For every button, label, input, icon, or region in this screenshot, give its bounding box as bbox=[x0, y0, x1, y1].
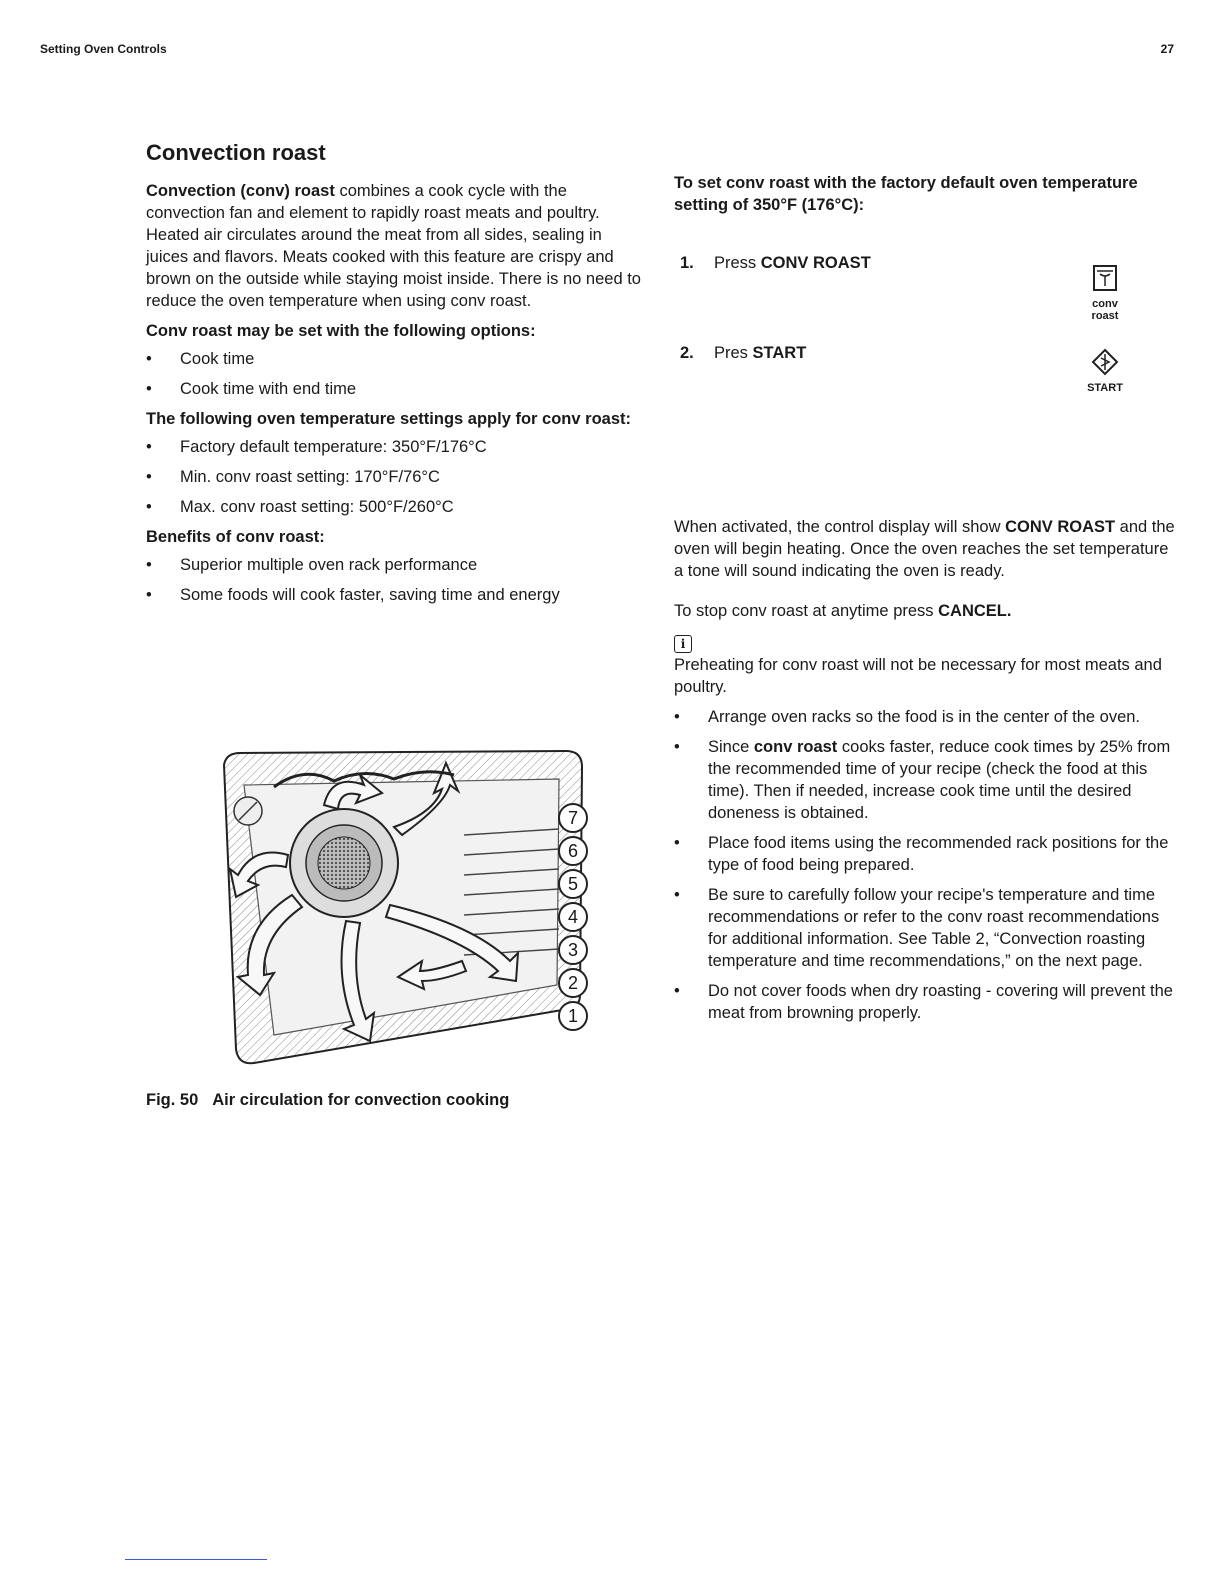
list-item: • Max. conv roast setting: 500°F/260°C bbox=[146, 496, 646, 518]
list-item: • Min. conv roast setting: 170°F/76°C bbox=[146, 466, 646, 488]
intro-text: combines a cook cycle with the convection fan and element to rapidly roast meats and poultry. Heated air circulates around the meat from all sides, sealing in juices and flavors. Meats cooked with this feature are crispy and brown on the outside while staying moist inside. There is no need to reduce the oven temperature when using conv roast. bbox=[146, 182, 641, 310]
section-title: Convection roast bbox=[146, 140, 326, 165]
step-number: 2. bbox=[680, 344, 694, 362]
left-column bbox=[146, 180, 646, 614]
list-item: • Superior multiple oven rack performance bbox=[146, 554, 646, 576]
temps-heading: The following oven temperature settings apply for conv roast: bbox=[146, 410, 631, 428]
control-label: roast bbox=[1091, 310, 1119, 322]
oven-air-circulation-figure bbox=[214, 745, 594, 1075]
step-key: START bbox=[752, 344, 807, 362]
start-icon bbox=[1091, 348, 1119, 376]
conv-roast-icon bbox=[1092, 264, 1118, 292]
tips-list bbox=[674, 706, 1179, 1024]
step-text: Press CONV ROAST bbox=[714, 254, 871, 272]
rack-number-7: 7 bbox=[558, 803, 588, 833]
intro-paragraph bbox=[146, 180, 646, 312]
rack-number-1: 1 bbox=[558, 1001, 588, 1031]
figure-caption bbox=[146, 1091, 509, 1110]
control-label: START bbox=[1087, 382, 1123, 394]
options-heading: Conv roast may be set with the following options: bbox=[146, 322, 536, 340]
control-label: conv bbox=[1092, 298, 1118, 310]
rack-number-2: 2 bbox=[558, 968, 588, 998]
display-key: CONV ROAST bbox=[1005, 518, 1116, 536]
list-item: • Since conv roast cooks faster, reduce cook times by 25% from the recommended time of your recipe (check the food at this time). Then if needed, increase cook time until the desired doneness is obtained. bbox=[674, 736, 1179, 824]
list-item: • Some foods will cook faster, saving time and energy bbox=[146, 584, 646, 606]
running-header-section: Setting Oven Controls bbox=[40, 42, 167, 56]
list-item: • Arrange oven racks so the food is in the center of the oven. bbox=[674, 706, 1179, 728]
steps-list bbox=[674, 252, 1179, 432]
step-text: Pres START bbox=[714, 344, 807, 362]
list-item: • Cook time with end time bbox=[146, 378, 646, 400]
right-column bbox=[674, 172, 1179, 1032]
benefits-heading: Benefits of conv roast: bbox=[146, 528, 325, 546]
start-control bbox=[1085, 348, 1125, 394]
tip-emphasis: conv roast bbox=[753, 738, 838, 756]
note-block bbox=[674, 632, 1179, 698]
step-2 bbox=[674, 342, 1179, 432]
rack-number-4: 4 bbox=[558, 902, 588, 932]
rack-number-labels bbox=[558, 803, 588, 1031]
temps-list bbox=[146, 436, 646, 518]
list-item: • Place food items using the recommended rack positions for the type of food being prepared. bbox=[674, 832, 1179, 876]
rack-number-3: 3 bbox=[558, 935, 588, 965]
info-icon: i bbox=[674, 635, 692, 653]
setup-heading: To set conv roast with the factory default oven temperature setting of 350°F (176°C): bbox=[674, 174, 1138, 214]
step-key: CONV ROAST bbox=[760, 254, 871, 272]
rack-number-5: 5 bbox=[558, 869, 588, 899]
figure-number: Fig. 50 bbox=[146, 1091, 199, 1109]
list-item: • Be sure to carefully follow your recipe's temperature and time recommendations or refer to the conv roast recommendations for additional information. See Table 2, “Convection roasting temperature and time recommendations,” on the next page. bbox=[674, 884, 1179, 972]
options-list bbox=[146, 348, 646, 400]
rack-number-6: 6 bbox=[558, 836, 588, 866]
figure-caption-text: Air circulation for convection cooking bbox=[212, 1091, 510, 1109]
cancel-key: CANCEL. bbox=[938, 602, 1012, 620]
activated-paragraph: When activated, the control display will show CONV ROAST and the oven will begin heating. Once the oven reaches the set temperature a tone will sound indicating the oven is ready. bbox=[674, 518, 1175, 580]
list-item: • Cook time bbox=[146, 348, 646, 370]
intro-lead: Convection (conv) roast bbox=[146, 182, 335, 200]
oven-illustration bbox=[214, 745, 594, 1075]
page-number: 27 bbox=[1160, 42, 1174, 56]
benefits-list bbox=[146, 554, 646, 606]
footer-rule bbox=[125, 1559, 267, 1560]
note-text: Preheating for conv roast will not be necessary for most meats and poultry. bbox=[674, 656, 1162, 696]
step-1 bbox=[674, 252, 1179, 342]
list-item: • Factory default temperature: 350°F/176°C bbox=[146, 436, 646, 458]
conv-roast-control bbox=[1085, 264, 1125, 322]
step-number: 1. bbox=[680, 254, 694, 272]
list-item: • Do not cover foods when dry roasting - covering will prevent the meat from browning properly. bbox=[674, 980, 1179, 1024]
stop-paragraph: To stop conv roast at anytime press CANCEL. bbox=[674, 602, 1012, 620]
